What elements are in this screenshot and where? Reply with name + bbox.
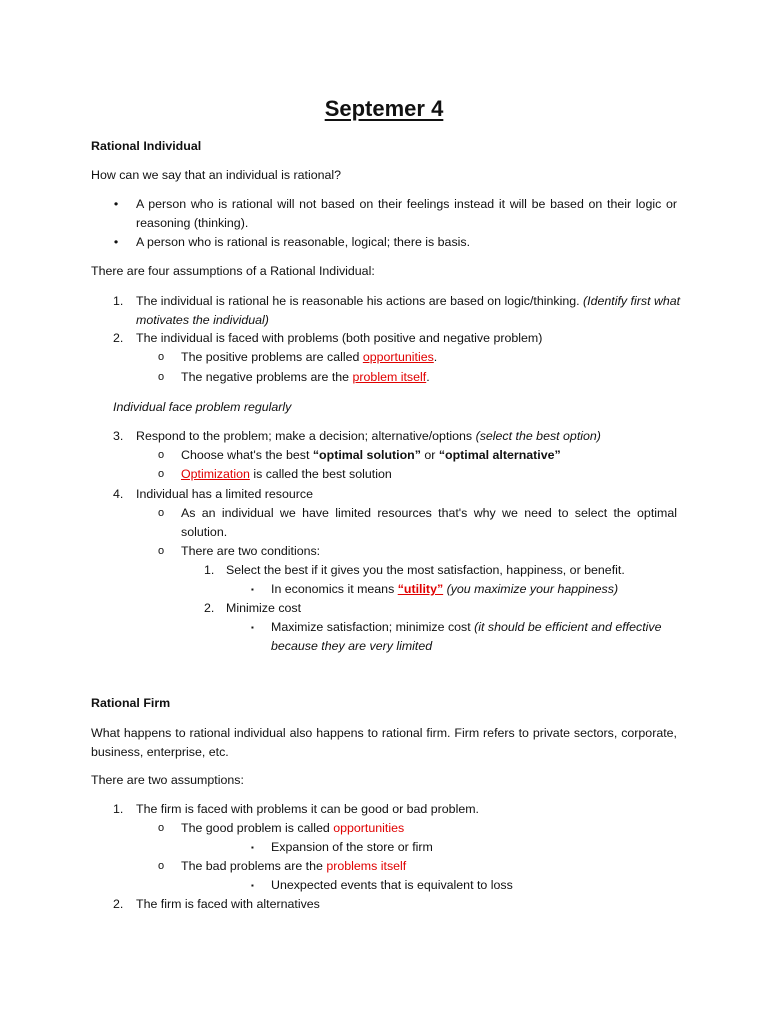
section-heading-rational-firm: Rational Firm [91, 696, 171, 710]
sub-item [181, 368, 430, 387]
condition-item: Minimize cost [226, 601, 302, 615]
detail-item [271, 618, 677, 656]
section-heading-rational-individual: Rational Individual [91, 139, 202, 153]
circle-bullet-icon: o [158, 545, 165, 557]
circle-bullet-icon: o [158, 822, 165, 834]
sub-item [181, 348, 437, 367]
list-item-text: Individual has a limited resource [136, 487, 314, 501]
square-bullet-icon: ▪ [251, 843, 254, 852]
list-number: 2. [113, 331, 124, 345]
list-number: 2. [113, 897, 124, 911]
note-line: Individual face problem regularly [113, 400, 292, 414]
detail-item: Expansion of the store or firm [271, 840, 433, 854]
sub-item-text: The positive problems are called [181, 350, 363, 364]
list-number: 1. [113, 802, 124, 816]
circle-bullet-icon: o [158, 371, 165, 383]
detail-note: (you maximize your happiness) [443, 582, 619, 596]
list-item [136, 427, 601, 446]
list-number: 1. [113, 294, 124, 308]
square-bullet-icon: ▪ [251, 585, 254, 594]
highlight-optimization: Optimization [181, 467, 250, 481]
bold-term: “optimal solution” [312, 448, 421, 462]
sub-item-text: The bad problems are the [181, 859, 327, 873]
list-number: 1. [204, 563, 215, 577]
highlight-opportunities: opportunities [362, 350, 434, 364]
circle-bullet-icon: o [158, 449, 165, 461]
detail-item: Unexpected events that is equivalent to loss [271, 878, 513, 892]
condition-item: Select the best if it gives you the most satisfaction, happiness, or benefit. [226, 563, 625, 577]
sub-item-text: . [426, 370, 430, 384]
bullet-item: A person who is rational is reasonable, logical; there is basis. [136, 235, 471, 249]
list-item-text: The firm is faced with problems it can be good or bad problem. [136, 802, 479, 816]
sub-item-text: The good problem is called [181, 821, 334, 835]
circle-bullet-icon: o [158, 351, 165, 363]
question-text: How can we say that an individual is rational? [91, 168, 342, 182]
detail-note: (it should be efficient and effective because they are very limited [271, 620, 662, 653]
bullet-icon: • [113, 197, 119, 211]
square-bullet-icon: ▪ [251, 623, 254, 632]
highlight-opportunities: opportunities [333, 821, 405, 835]
page-title: Septemer 4 [324, 96, 444, 121]
list-item-text: The individual is rational he is reasonable his actions are based on logic/thinking. [136, 294, 580, 308]
list-item-note: (select the best option) [475, 429, 601, 443]
assumptions-intro: There are two assumptions: [91, 773, 244, 787]
circle-bullet-icon: o [158, 860, 165, 872]
assumptions-intro: There are four assumptions of a Rational Individual: [91, 264, 375, 278]
detail-item [271, 580, 618, 599]
list-item [136, 292, 681, 330]
list-item-text: Respond to the problem; make a decision; alternative/options [136, 429, 476, 443]
bold-term: “optimal alternative” [438, 448, 561, 462]
square-bullet-icon: ▪ [251, 881, 254, 890]
sub-item [181, 857, 406, 876]
list-number: 3. [113, 429, 124, 443]
list-item-text: The individual is faced with problems (both positive and negative problem) [136, 331, 543, 345]
sub-item-text: The negative problems are the [181, 370, 353, 384]
highlight-utility: “utility” [397, 582, 444, 596]
highlight-problems-itself: problems itself [326, 859, 407, 873]
section-paragraph: What happens to rational individual also happens to rational firm. Firm refers to private sectors, corporate, business, enterprise, etc. [91, 726, 677, 759]
sub-item-text: . [433, 350, 438, 364]
list-number: 2. [204, 601, 215, 615]
sub-item: There are two conditions: [181, 544, 321, 558]
bullet-icon: • [113, 235, 119, 249]
list-number: 4. [113, 487, 124, 501]
sub-item-text: is called the best solution [249, 467, 392, 481]
list-item-note: (Identify first what motivates the individual) [136, 294, 681, 327]
sub-item-text: Choose what's the best [181, 448, 313, 462]
circle-bullet-icon: o [158, 468, 165, 480]
detail-text: In economics it means [271, 582, 398, 596]
sub-item-text: or [420, 448, 439, 462]
sub-item [181, 446, 561, 465]
sub-item [181, 819, 404, 838]
list-item-text: The firm is faced with alternatives [136, 897, 320, 911]
bullet-item: A person who is rational will not based on their feelings instead it will be based on their logic or reasoning (thinking). [136, 197, 677, 230]
sub-item [181, 465, 392, 484]
detail-text: Maximize satisfaction; minimize cost [271, 620, 475, 634]
highlight-problem-itself: problem itself [352, 370, 427, 384]
circle-bullet-icon: o [158, 507, 165, 519]
sub-item: As an individual we have limited resources that's why we need to select the optimal solution. [181, 506, 677, 539]
